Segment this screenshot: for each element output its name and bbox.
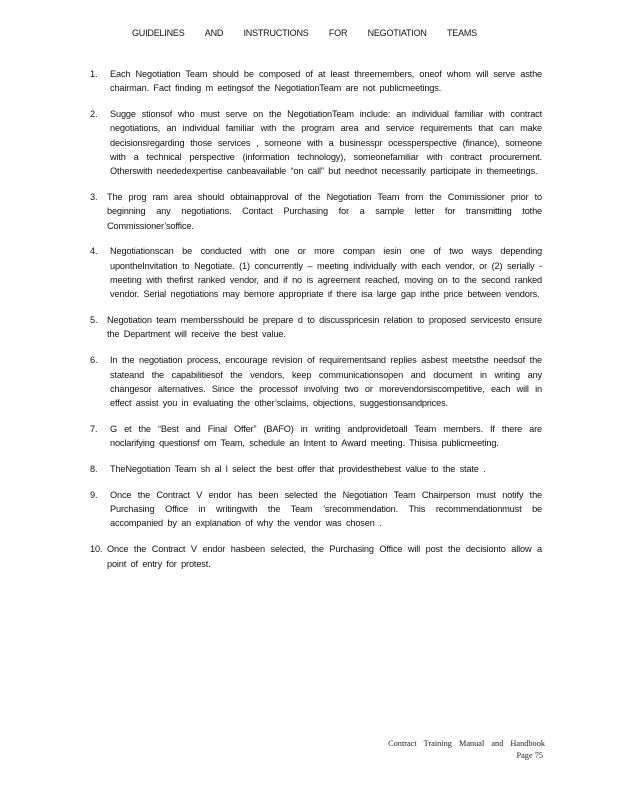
- title-word: GUIDELINES: [132, 28, 185, 38]
- item-text: In the negotiation process, encourage revision of requirementsand replies asbest meetsthe needsof the stateand the capabilitiesof the vendors, keep communicationsopen and document in writing any changesor alternatives. Since the processof involving two or morevendorsiscompetitive, each will in effect assist you in evaluating the other’sclaims, objections, suggestionsandprices.: [110, 355, 542, 409]
- item-number: 8.: [90, 464, 98, 475]
- item-number: 4.: [90, 246, 98, 257]
- list-item: [90, 488, 542, 531]
- item-text: G et the “Best and Final Offer” (BAFO) in writing andprovidetoall Team members. If there are noclarifying questionsf om Team, schedule an Intent to Award meeting. Thisisa publicmeeting.: [110, 423, 542, 449]
- item-number: 7.: [90, 423, 98, 434]
- item-text: Each Negotiation Team should be composed of at least threemembers, oneof whom will serve asthe chairman. Fact finding m eetingsof the NegotiationTeam are not publicmeetings.: [110, 69, 542, 94]
- item-number: 9.: [90, 489, 98, 500]
- item-number: 10.: [90, 544, 103, 555]
- item-text: Once the Contract V endor hasbeen selected, the Purchasing Office will post the decisionto allow a point of entry for protest.: [107, 544, 542, 569]
- list-item: [90, 190, 542, 233]
- title-word: TEAMS: [446, 28, 477, 38]
- list-item: [90, 67, 542, 96]
- title-word: INSTRUCTIONS: [243, 28, 309, 38]
- list-item: [90, 313, 542, 342]
- item-number: 2.: [90, 109, 98, 120]
- list-item: [90, 462, 542, 476]
- title-word: FOR: [328, 28, 348, 38]
- guidelines-list: [90, 67, 542, 582]
- title-word: NEGOTIATION: [367, 28, 427, 38]
- list-item: [90, 422, 542, 451]
- item-text: The prog ram area should obtainapproval of the Negotiation Team from the Commissioner prior to beginning any negotiations. Contact Purchasing for a sample letter for transmitting tothe Commissioner’soffice.: [107, 192, 542, 231]
- item-text: TheNegotiation Team sh al l select the best offer that providesthebest value to the state .: [110, 464, 486, 475]
- item-text: Sugge stionsof who must serve on the NegotiationTeam include: an individual familiar with contract negotiations, an individual familiar with the program area and service requirements that can make decisionsregarding those services , someone with a businesspr ocessperspective (finance), someone with a technical perspective (information technology), someonefamiliar with contract procurement. Otherswith neededexpertise canbeavailable “on call” but neednot necessarily participate in themeetings.: [110, 109, 542, 177]
- list-item: [90, 542, 542, 571]
- title-word: AND: [204, 28, 224, 38]
- list-item: [90, 353, 542, 410]
- footer-manual-title: Contract Training Manual and Handbook: [388, 739, 545, 748]
- item-number: 1.: [90, 69, 98, 79]
- list-item: [90, 107, 542, 178]
- page-footer: [380, 738, 545, 762]
- list-item: [90, 244, 542, 301]
- item-number: 6.: [90, 355, 98, 366]
- footer-page-number: Page 75: [516, 751, 543, 760]
- item-text: Negotiation team membersshould be prepare d to discusspricesin relation to proposed servicesto ensure the Department will receive the best value.: [107, 315, 542, 340]
- item-text: Negotiationscan be conducted with one or more compan iesin one of two ways depending upontheInvitation to Negotiate. (1) concurrently – meeting individually with each vendor, or (2) serially - meeting with thefirst ranked vendor, and if no is agreement reached, moving on to the second ranked vendor. Serial negotiations may bemore appropriate if there isa large gap inthe price between vendors.: [110, 246, 542, 300]
- item-text: Once the Contract V endor has been selected the Negotiation Team Chairperson must notify the Purchasing Office in writingwith the Team ’srecommendation. This recommendationmust be accompanied by an explanation of why the vendor was chosen .: [110, 489, 542, 529]
- item-number: 3.: [90, 192, 98, 203]
- page-title: [132, 28, 477, 38]
- item-number: 5.: [90, 315, 98, 326]
